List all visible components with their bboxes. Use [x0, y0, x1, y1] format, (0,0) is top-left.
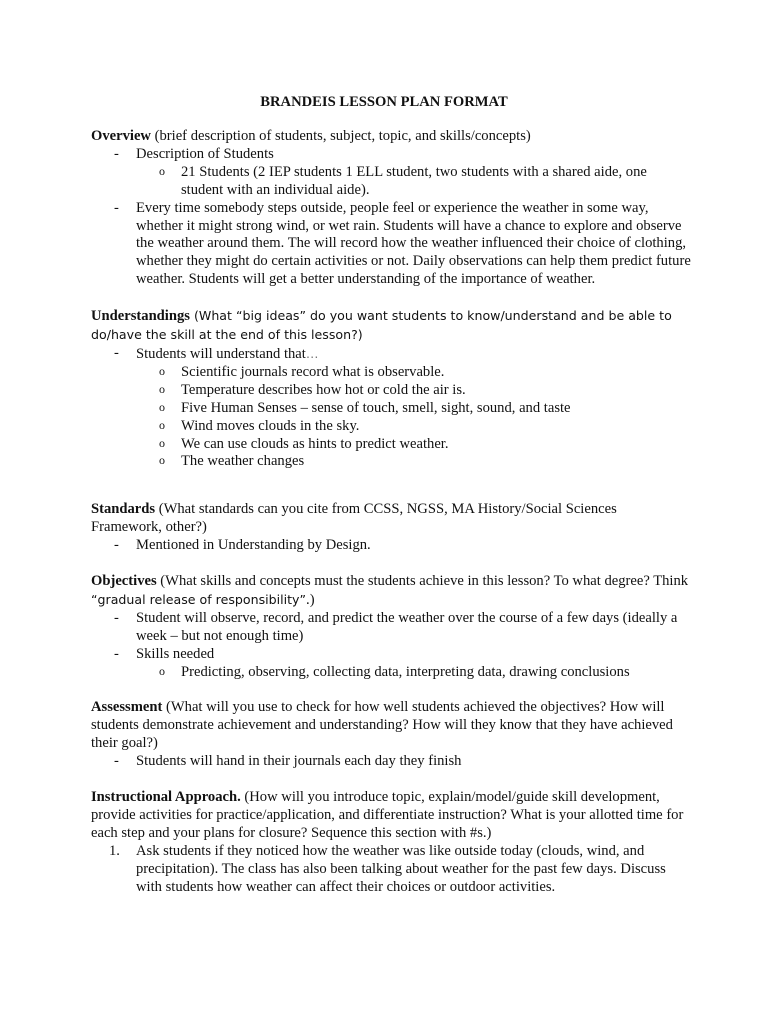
- list-item: [91, 537, 691, 555]
- objectives-prompt-a: (What skills and concepts must the students achieve in this lesson? To what degree? Think: [156, 573, 689, 590]
- objectives-heading: Objectives: [91, 573, 157, 590]
- assessment-prompt: (What will you use to check for how well students achieved the objectives? How will students demonstrate achievement and understanding? How will they know that they have achieved their goal?): [91, 699, 673, 752]
- objectives-prompt-b: “gradual release of responsibility”: [91, 591, 307, 607]
- overview-prompt: (brief description of students, subject, topic, and skills/concepts): [150, 128, 531, 144]
- list-item: [91, 364, 691, 382]
- understanding-senses: Five Human Senses – sense of touch, smell, sight, sound, and taste: [181, 399, 571, 416]
- overview-sublist: [91, 164, 691, 200]
- list-item: [91, 610, 691, 646]
- list-item: [91, 200, 691, 290]
- instructional-item-number: 1.: [109, 842, 120, 859]
- overview-heading: Overview: [91, 128, 151, 144]
- objectives-item-skills: Skills needed: [136, 645, 215, 662]
- list-item: [91, 436, 691, 454]
- overview-heading-line: [91, 128, 691, 146]
- objectives-list: [91, 610, 691, 682]
- standards-list: [91, 537, 691, 555]
- standards-prompt: (What standards can you cite from CCSS, NGSS, MA History/Social Sciences Framework, other?): [91, 501, 617, 536]
- list-item: [91, 164, 691, 200]
- standards-heading: Standards: [91, 501, 156, 518]
- standards-item: Mentioned in Understanding by Design.: [136, 537, 371, 554]
- objectives-section: [91, 573, 691, 681]
- list-item: [91, 382, 691, 400]
- list-item: [91, 843, 691, 897]
- objectives-heading-line: [91, 573, 691, 610]
- instructional-item-ask: Ask students if they noticed how the weather was like outside today (clouds, wind, and precipitation). The class has also been talking about weather for the past few days. Discuss with students how weather can affect their choices or outdoor activities.: [136, 842, 666, 895]
- list-item: [91, 646, 691, 682]
- assessment-section: [91, 699, 691, 771]
- list-item: [91, 146, 691, 200]
- understandings-sublist: [91, 364, 691, 471]
- overview-student-count: 21 Students (2 IEP students 1 ELL student, two students with a shared aide, one student with an individual aide).: [181, 163, 647, 198]
- instructional-heading: Instructional Approach.: [91, 789, 241, 806]
- list-item: [91, 345, 691, 471]
- overview-section: [91, 128, 691, 289]
- understandings-section: [91, 307, 691, 471]
- standards-heading-line: [91, 501, 691, 537]
- list-item: [91, 400, 691, 418]
- instructional-section: [91, 789, 691, 896]
- understandings-heading: Understandings: [91, 308, 190, 325]
- list-item: [91, 753, 691, 771]
- document-title: BRANDEIS LESSON PLAN FORMAT: [260, 94, 508, 110]
- understanding-weather-changes: The weather changes: [181, 453, 305, 470]
- understanding-temperature: Temperature describes how hot or cold the air is.: [181, 381, 466, 398]
- document-body: [91, 128, 691, 915]
- instructional-list: [91, 843, 691, 897]
- objectives-prompt-c: .): [306, 591, 315, 608]
- understandings-ellipsis: …: [305, 345, 319, 361]
- overview-item-weather: Every time somebody steps outside, people feel or experience the weather in some way, whether it might strong wind, or wet rain. Students will have a chance to explore and observe the weather around them. The will record how the weather influenced their choice of clothing, whether they might do certain activities or not. Daily observations can help them predict future weather. Students will get a better understanding of the importance of weather.: [136, 199, 691, 288]
- objectives-skills-list: Predicting, observing, collecting data, interpreting data, drawing conclusions: [181, 663, 630, 680]
- instructional-prompt: (How will you introduce topic, explain/model/guide skill development, provide activities for practice/application, and differentiate instruction? What is your allotted time for each step and your plans for closure? Sequence this section with #s.): [91, 789, 684, 841]
- assessment-heading: Assessment: [91, 699, 163, 716]
- understandings-item-prefix: Students will understand that: [136, 345, 306, 362]
- assessment-list: [91, 753, 691, 771]
- understanding-wind: Wind moves clouds in the sky.: [181, 417, 360, 434]
- list-item: [91, 418, 691, 436]
- standards-section: [91, 501, 691, 555]
- understanding-journals: Scientific journals record what is observable.: [181, 363, 445, 380]
- understandings-list: [91, 345, 691, 471]
- list-item: [91, 664, 691, 682]
- list-item: [91, 453, 691, 471]
- objectives-item-observe: Student will observe, record, and predict the weather over the course of a few days (ideally a week – but not enough time): [136, 609, 678, 644]
- assessment-heading-line: [91, 699, 691, 753]
- overview-item-description: Description of Students: [136, 145, 274, 162]
- assessment-item: Students will hand in their journals each day they finish: [136, 753, 462, 770]
- objectives-sublist: [91, 664, 691, 682]
- overview-list: [91, 146, 691, 289]
- understanding-clouds: We can use clouds as hints to predict weather.: [181, 435, 449, 452]
- instructional-heading-line: [91, 789, 691, 843]
- understandings-heading-line: [91, 307, 691, 345]
- understandings-prompt: (What “big ideas” do you want students to know/understand and be able to do/have the skill at the end of this lesson?): [91, 308, 672, 343]
